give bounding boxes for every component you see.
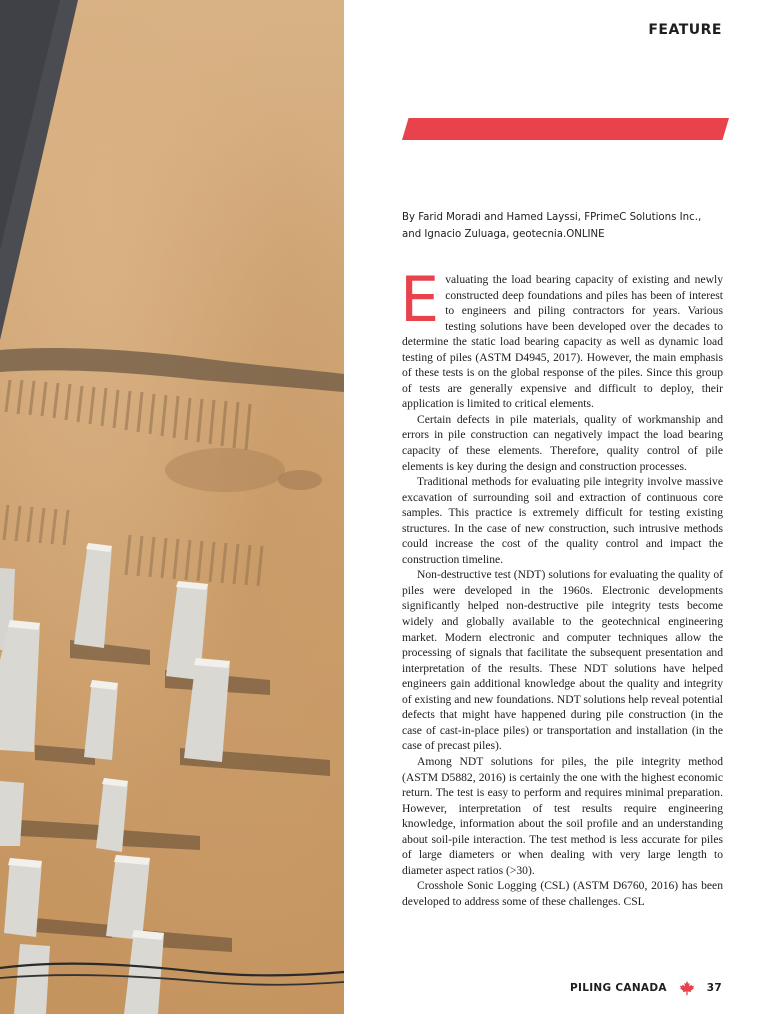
article-paragraph: [400, 263, 723, 412]
pile-field-illustration: [0, 0, 344, 1014]
article-paragraph: Certain defects in pile materials, quality of workmanship and errors in pile construction can negatively impact the load bearing capacity of these elements. Therefore, quality control of pile elements is key during the design and construction processes.: [402, 412, 723, 473]
section-label: FEATURE: [648, 22, 722, 38]
article-paragraph: Among NDT solutions for piles, the pile integrity method (ASTM D5882, 2016) is certainly the one with the highest economic return. The test is easy to perform and requires minimal preparation. However, interpretation of test results require engineering knowledge, information about the soil profile and an understanding about soil-pile interaction. The test method is less accurate for piles of large diameters or when dealing with very large length to diameter aspect ratios (>30).: [402, 754, 723, 877]
page-number: 37: [706, 982, 722, 994]
paragraph-text: valuating the load bearing capacity of existing and newly constructed deep foundations and piles has been of interest to engineers and piling contractors for years. Various testing solutions have been developed over the decades to determine the static load bearing capacity as well as dynamic load testing of piles (ASTM D4945, 2017). However, the main emphasis of these tests is on the global response of the piles. Since this group of tests are generally expensive and difficult to deploy, their application is limited to critical elements.: [402, 273, 723, 411]
title-accent-bar: [402, 118, 729, 140]
byline-line-2: and Ignacio Zuluaga, geotecnia.ONLINE: [402, 229, 605, 240]
byline: [402, 209, 732, 243]
byline-line-1: By Farid Moradi and Hamed Layssi, FPrimeC Solutions Inc.,: [402, 212, 702, 223]
drop-cap: E: [400, 263, 440, 336]
article-paragraph: Traditional methods for evaluating pile integrity involve massive excavation of surrounding soil and extraction of continuous core samples. This practice is extremely difficult for testing existing structures. In the case of new construction, such intrusive methods could increase the cost of the quality control and impact the construction timeline.: [402, 475, 723, 566]
article-paragraph: Non-destructive test (NDT) solutions for evaluating the quality of piles were developed in the 1960s. Electronic developments significantly helped non-destructive pile integrity tests become widely and globally available to the geotechnical engineering market. Modern electronic and computer techniques allow the processing of signals that facilitate the subsequent presentation and interpretation of the results. These NDT solutions have helped engineers gain additional knowledge about the quality and integrity of existing and new foundations. NDT solutions help reveal potential defects that might have happened during pile construction (in the case of cast-in-place piles) or transportation and installation (in the case of precast piles).: [402, 568, 723, 753]
cover-photo: [0, 0, 344, 1014]
article-paragraph: Crosshole Sonic Logging (CSL) (ASTM D6760, 2016) has been developed to address some of these challenges. CSL: [402, 879, 723, 908]
page-footer: [570, 980, 722, 996]
article-body: [400, 263, 723, 909]
maple-leaf-icon: [679, 980, 695, 996]
magazine-name: PILING CANADA: [570, 982, 667, 994]
